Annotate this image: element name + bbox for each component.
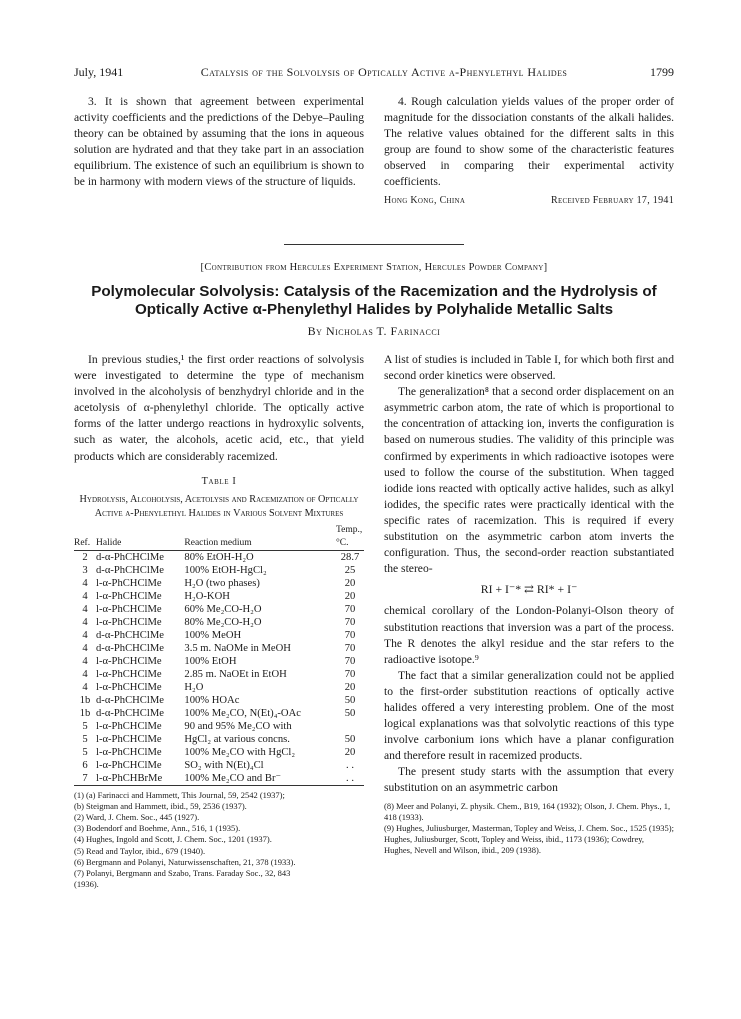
cell-temp: 70 xyxy=(344,603,356,615)
cell-temp: 20 xyxy=(344,681,356,693)
footnote: (5) Read and Taylor, ibid., 679 (1940). xyxy=(74,845,206,856)
cell-temp: 50 xyxy=(344,694,356,706)
author-byline: By Nicholas T. Farinacci xyxy=(307,324,441,338)
footnote: (b) Steigman and Hammett, ibid., 59, 2536 (1937). xyxy=(74,800,247,811)
cell-temp: 70 xyxy=(344,642,356,654)
cell-ref: 1b xyxy=(79,694,91,706)
cell-medium: 80% Me₂CO-H₂O xyxy=(184,616,262,628)
cell-medium: 80% EtOH-H₂O xyxy=(184,551,254,563)
cell-temp: 70 xyxy=(344,668,356,680)
cell-ref: 5 xyxy=(82,733,88,745)
table-row xyxy=(74,616,364,629)
cell-ref: 3 xyxy=(82,564,88,576)
cell-halide: d-α-PhCHClMe xyxy=(96,629,164,641)
cell-ref: 5 xyxy=(82,720,88,732)
cell-ref: 4 xyxy=(82,668,88,680)
table-row xyxy=(74,720,364,733)
table-row xyxy=(74,759,364,772)
paragraph-first-order: The fact that a similar generalization could not be applied to the first-order substitution reactions of optically active halides offered a very interesting problem. One of the most logical explanations was that solvolytic reactions of this type involve carbonium ions which have a planar configuration and therefore result in racemized products. xyxy=(384,668,674,763)
table-row xyxy=(74,603,364,616)
table-body xyxy=(74,550,364,785)
cell-ref: 4 xyxy=(82,629,88,641)
cell-halide: l-α-PhCHClMe xyxy=(96,655,162,667)
table-1 xyxy=(74,524,364,786)
cell-ref: 4 xyxy=(82,655,88,667)
issue-date: July, 1941 xyxy=(74,65,124,79)
paragraph-table-reference: A list of studies is included in Table I, for which both first and second order kinetics were observed. xyxy=(384,353,674,383)
cell-medium: 100% Me₂CO with HgCl₂ xyxy=(184,746,296,758)
article-divider xyxy=(284,244,464,245)
cell-medium: 100% HOAc xyxy=(184,694,240,706)
table-row xyxy=(74,590,364,603)
footnote: (1) (a) Farinacci and Hammett, This Journal, 59, 2542 (1937); xyxy=(74,789,285,800)
cell-halide: l-α-PhCHClMe xyxy=(96,603,162,615)
cell-medium: HgCl₂ at various concns. xyxy=(184,733,290,745)
cell-halide: l-α-PhCHClMe xyxy=(96,733,162,745)
cell-halide: l-α-PhCHClMe xyxy=(96,681,162,693)
cell-medium: 100% EtOH xyxy=(184,655,237,667)
table-row xyxy=(74,655,364,668)
received-date: Received February 17, 1941 xyxy=(550,194,674,206)
footnote: (6) Bergmann and Polanyi, Naturwissenschaften, 21, 378 (1933). xyxy=(74,856,296,867)
page-number: 1799 xyxy=(650,65,674,79)
cell-temp: 70 xyxy=(344,616,356,628)
prev-article-left xyxy=(74,94,364,191)
author-location: Hong Kong, China xyxy=(384,194,466,206)
cell-medium: 100% Me₂CO and Br⁻ xyxy=(184,772,336,786)
footnote: (9) Hughes, Juliusburger, Masterman, Topley and Weiss, J. Chem. Soc., 1525 (1935); Hughes, Juliusburger, Scott, Topley and Weiss, ibid., 1173 (1936); Cowdrey, Hughes, Nevell and Wilson, ibid., 209 (1938). xyxy=(384,822,674,856)
footnote: (8) Meer and Polanyi, Z. physik. Chem., B19, 164 (1932); Olson, J. Chem. Phys., 1, 418 (1933). xyxy=(384,800,671,822)
equation-exchange: RI + I⁻* ⇄ RI* + I⁻ xyxy=(480,582,578,597)
cell-medium: 100% EtOH-HgCl₂ xyxy=(184,564,267,576)
table-row xyxy=(74,564,364,577)
cell-halide: l-α-PhCHClMe xyxy=(96,616,162,628)
cell-halide: l-α-PhCHBrMe xyxy=(96,772,184,786)
cell-halide: d-α-PhCHClMe xyxy=(96,694,164,706)
cell-ref: 4 xyxy=(82,577,88,589)
cell-medium: H₂O-KOH xyxy=(184,590,230,602)
cell-temp: 20 xyxy=(344,577,356,589)
cell-ref: 4 xyxy=(82,590,88,602)
table-row xyxy=(74,681,364,694)
cell-ref: 1b xyxy=(79,707,91,719)
cell-halide: d-α-PhCHClMe xyxy=(96,707,164,719)
table-caption xyxy=(74,475,364,521)
cell-halide: l-α-PhCHClMe xyxy=(96,746,162,758)
cell-medium: SO₂ with N(Et)₄Cl xyxy=(184,759,264,771)
cell-ref: 6 xyxy=(82,759,88,771)
left-column xyxy=(74,352,364,890)
footnote: (2) Ward, J. Chem. Soc., 445 (1927). xyxy=(74,812,200,823)
cell-halide: d-α-PhCHClMe xyxy=(96,564,164,576)
table-title: Hydrolysis, Alcoholysis, Acetolysis and Racemization of Optically Active α-Phenylethyl Halides in Various Solvent Mixtures xyxy=(79,493,359,519)
cell-medium: 3.5 m. NaOMe in MeOH xyxy=(184,642,291,654)
cell-halide: l-α-PhCHClMe xyxy=(96,668,162,680)
paragraph-corollary: chemical corollary of the London-Polanyi-Olson theory of substitution reactions that inversion was a part of the process. The R denotes the alkyl residue and the star refers to the radioactive isotope.⁹ xyxy=(384,604,674,666)
table-row xyxy=(74,733,364,746)
cell-halide: l-α-PhCHClMe xyxy=(96,759,162,771)
intro-paragraph: In previous studies,¹ the first order reactions of solvolysis were investigated to determine the type of mechanism involved in the alcoholysis of benzhydryl chloride and in the acetolysis of α-phenylethyl chloride. The optically active forms of the latter undergo reactions in hydroxylic solvents, such as water, the alcohols, acetic acid, etc., that yield products which are considerably racemized. xyxy=(74,353,364,463)
prev-article-right xyxy=(384,94,674,209)
footnote: (7) Polanyi, Bergmann and Szabo, Trans. Faraday Soc., 32, 843 xyxy=(74,868,291,879)
table-row xyxy=(74,577,364,590)
cell-temp: 50 xyxy=(344,707,356,719)
cell-temp: 70 xyxy=(344,655,356,667)
contribution-line: [Contribution from Hercules Experiment Station, Hercules Powder Company] xyxy=(200,262,548,273)
table-row xyxy=(74,550,364,564)
cell-temp: 20 xyxy=(344,590,356,602)
col-header-temp: Temp., °C. xyxy=(336,524,364,551)
footnote: (3) Bodendorf and Boehme, Ann., 516, 1 (1935). xyxy=(74,823,241,834)
cell-temp xyxy=(336,720,364,733)
table-row xyxy=(74,746,364,759)
cell-ref: 4 xyxy=(82,603,88,615)
cell-medium: 60% Me₂CO-H₂O xyxy=(184,603,262,615)
cell-ref: 2 xyxy=(82,551,88,563)
cell-ref: 7 xyxy=(74,772,96,786)
table-row xyxy=(74,694,364,707)
cell-ref: 4 xyxy=(82,681,88,693)
table-row xyxy=(74,642,364,655)
cell-temp: 25 xyxy=(344,564,356,576)
cell-ref: 4 xyxy=(82,642,88,654)
col-header-medium: Reaction medium xyxy=(184,524,336,551)
footnotes-right xyxy=(384,801,674,857)
table-number: Table I xyxy=(201,475,237,487)
cell-temp: 20 xyxy=(344,746,356,758)
cell-temp: 70 xyxy=(344,629,356,641)
cell-temp: . . xyxy=(346,759,354,771)
footnotes-left xyxy=(74,790,364,891)
paragraph-present-study: The present study starts with the assumption that every substitution on an asymmetric carbon xyxy=(384,765,674,795)
table-row xyxy=(74,772,364,786)
article-title: Polymolecular Solvolysis: Catalysis of the Racemization and the Hydrolysis of Optically Active α-Phenylethyl Halides by Polyhalide Metallic Salts xyxy=(91,283,657,318)
cell-medium: 90 and 95% Me₂CO with xyxy=(184,720,292,732)
footnote: (1936). xyxy=(74,879,99,890)
cell-temp: 50 xyxy=(344,733,356,745)
cell-ref: 5 xyxy=(82,746,88,758)
cell-halide: l-α-PhCHClMe xyxy=(96,720,162,732)
table-row xyxy=(74,707,364,720)
cell-ref: 4 xyxy=(82,616,88,628)
table-row xyxy=(74,629,364,642)
journal-page xyxy=(74,0,674,1019)
cell-temp: . . xyxy=(336,772,364,786)
cell-halide: d-α-PhCHClMe xyxy=(96,642,164,654)
cell-halide: l-α-PhCHClMe xyxy=(96,577,162,589)
running-title: Catalysis of the Solvolysis of Optically Active α-Phenylethyl Halides xyxy=(200,65,568,79)
conclusion-point-4: 4. Rough calculation yields values of the proper order of magnitude for the dissociation constants of the alkali halides. The relative values obtained for the different salts in this group are found to show some of the characteristic features observed in comparing their experimental activity coefficients. xyxy=(384,95,674,189)
cell-medium: 100% Me₂CO, N(Et)₄-OAc xyxy=(184,707,301,719)
footnote: (4) Hughes, Ingold and Scott, J. Chem. Soc., 1201 (1937). xyxy=(74,834,272,845)
cell-medium: H₂O xyxy=(184,681,204,693)
paragraph-generalization: The generalization⁸ that a second order displacement on an asymmetric carbon atom, the rate of which is proportional to the concentration of attacking ion, inverts the configuration is based on numerous studies. The validity of this principle was confirmed by experiments in which radioactive isotopes were used to follow the course of the substitution. When tagged iodide ions reacted with optically active halides, such as alkyl iodides, the specific rates were practically identical with the specific rates of racemization. This is required if every substitution on the asymmetric carbon atom inverts the configuration. Thus, the second-order reaction substantiated the stereo- xyxy=(384,385,674,576)
col-header-ref: Ref. xyxy=(74,524,96,551)
article-signature xyxy=(384,193,674,209)
col-header-halide: Halide xyxy=(96,524,184,551)
cell-halide: l-α-PhCHClMe xyxy=(96,590,162,602)
cell-halide: d-α-PhCHClMe xyxy=(96,551,164,563)
table-row xyxy=(74,668,364,681)
cell-medium: H₂O (two phases) xyxy=(184,577,260,589)
cell-medium: 100% MeOH xyxy=(184,629,242,641)
cell-medium: 2.85 m. NaOEt in EtOH xyxy=(184,668,287,680)
right-column xyxy=(384,352,674,857)
table-header-row xyxy=(74,524,364,551)
conclusion-point-3: 3. It is shown that agreement between experimental activity coefficients and the predictions of the Debye–Pauling theory can be obtained by assuming that the ions in aqueous solution are hydrated and that they take part in an association equilibrium. The existence of such an equilibrium is shown to be in harmony with modern views of the structure of liquids. xyxy=(74,95,364,189)
cell-temp: 28.7 xyxy=(340,551,360,563)
